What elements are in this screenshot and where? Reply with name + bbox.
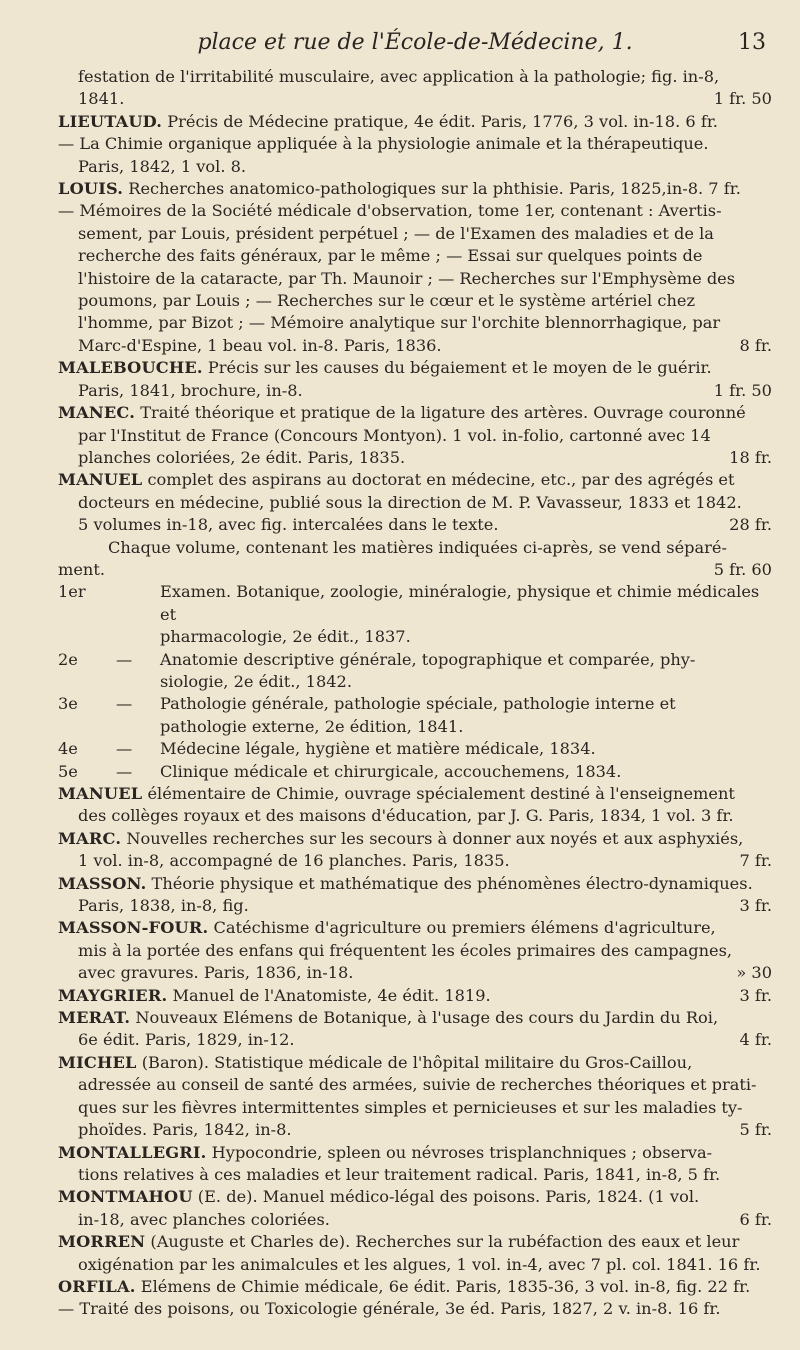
entry-text: Marc-d'Espine, 1 beau vol. in-8. Paris, 1836.: [78, 335, 442, 355]
entry-text: Recherches anatomico-pathologiques sur la phthisie. Paris, 1825,in-8. 7 fr.: [123, 179, 741, 199]
entry-text: sement, par Louis, président perpétuel ; — de l'Examen des maladies et de la: [78, 223, 714, 243]
entry-text: festation de l'irritabilité musculaire, avec application à la pathologie; fig. in-8,: [78, 67, 720, 86]
entry-text: Manuel de l'Anatomiste, 4e édit. 1819.: [167, 985, 491, 1005]
text-line: [58, 1119, 772, 1141]
text-line: [58, 268, 772, 290]
entry-text: (Baron). Statistique médicale de l'hôpital militaire du Gros-Caillou,: [136, 1052, 693, 1072]
text-line: [58, 402, 772, 424]
entry-text: — Traité des poisons, ou Toxicologie générale, 3e éd. Paris, 1827, 2 v. in-8. 16 fr.: [58, 1299, 721, 1319]
author-name: MANUEL: [58, 784, 143, 803]
entry-text: adressée au conseil de santé des armées, suivie de recherches théoriques et prati-: [78, 1075, 757, 1095]
volume-dash: —: [116, 694, 133, 714]
author-name: MASSON-FOUR.: [58, 918, 209, 938]
author-name: MICHEL: [58, 1052, 137, 1072]
entry-text: poumons, par Louis ; — Recherches sur le cœur et le système artériel chez: [78, 291, 695, 311]
text-line: [58, 559, 772, 581]
text-line: [58, 1231, 772, 1253]
price: 4 fr.: [739, 1030, 772, 1050]
entry-text: — Mémoires de la Société médicale d'observation, tome 1er, contenant : Avertis-: [58, 201, 722, 221]
entry-text: tions relatives à ces maladies et leur traitement radical. Paris, 1841, in-8, 5 fr.: [78, 1164, 721, 1184]
text-line: [58, 380, 772, 402]
entry-text: 1 vol. in-8, accompagné de 16 planches. Paris, 1835.: [78, 851, 510, 871]
volume-title: Clinique médicale et chirurgicale, accouchemens, 1834.: [160, 761, 622, 781]
text-line: [58, 850, 772, 872]
text-line: [58, 492, 772, 514]
entry-text: in-18, avec planches coloriées.: [78, 1209, 330, 1229]
text-line: [58, 1097, 772, 1119]
entry-text: avec gravures. Paris, 1836, in-18.: [78, 963, 354, 983]
text-line: [58, 828, 772, 850]
catalog-entries-bottom: [58, 783, 772, 1321]
volume-number: 5e: [58, 761, 78, 781]
text-line: [58, 66, 772, 88]
entry-text: (Auguste et Charles de). Recherches sur la rubéfaction des eaux et leur: [145, 1232, 740, 1252]
entry-text: 1841.: [78, 89, 125, 109]
volume-continuation: siologie, 2e édit., 1842.: [160, 671, 352, 691]
entry-text: (E. de). Manuel médico-légal des poisons. Paris, 1824. (1 vol.: [192, 1187, 700, 1207]
text-line: [58, 1074, 772, 1096]
entry-text: Nouveaux Elémens de Botanique, à l'usage des cours du Jardin du Roi,: [130, 1008, 719, 1028]
entry-text: Catéchisme d'agriculture ou premiers élémens d'agriculture,: [208, 918, 716, 938]
entry-text: complet des aspirans au doctorat en médecine, etc., par des agrégés et: [142, 470, 735, 490]
text-line: [58, 133, 772, 155]
volume-item: [58, 693, 772, 715]
text-line: [58, 1007, 772, 1029]
author-name: MALEBOUCHE.: [58, 358, 203, 378]
entry-text: Précis de Médecine pratique, 4e édit. Paris, 1776, 3 vol. in-18. 6 fr.: [162, 111, 718, 131]
text-line: [58, 1209, 772, 1231]
text-line: [58, 537, 772, 559]
volume-item: [58, 581, 772, 626]
text-line: [58, 873, 772, 895]
entry-text: l'homme, par Bizot ; — Mémoire analytique sur l'orchite blennorrhagique, par: [78, 313, 721, 333]
entry-text: ment.: [58, 559, 106, 579]
text-line: [58, 357, 772, 379]
text-line: [58, 200, 772, 222]
text-line: [58, 156, 772, 178]
text-line: [58, 1029, 772, 1051]
volume-number: 3e: [58, 694, 78, 714]
author-name: MASSON.: [58, 873, 147, 893]
volume-number: 4e: [58, 739, 78, 759]
author-name: MONTALLEGRI.: [58, 1142, 207, 1162]
volume-continuation: pathologie externe, 2e édition, 1841.: [160, 716, 464, 736]
author-name: MANEC.: [58, 403, 136, 423]
text-line: [58, 1298, 772, 1320]
text-line: [58, 1142, 772, 1164]
author-name: MAYGRIER.: [58, 985, 168, 1005]
entry-text: élémentaire de Chimie, ouvrage spécialement destiné à l'enseignement: [142, 784, 735, 803]
entry-text: Hypocondrie, spleen ou névroses trisplanchniques ; observa-: [206, 1142, 713, 1162]
text-line: [58, 178, 772, 200]
volume-dash: —: [116, 761, 133, 781]
price: 7 fr.: [739, 851, 772, 871]
text-line: [58, 805, 772, 827]
price: 28 fr.: [729, 515, 772, 535]
entry-text: mis à la portée des enfans qui fréquentent les écoles primaires des campagnes,: [78, 940, 733, 960]
text-line: [58, 88, 772, 110]
volume-continuation: pharmacologie, 2e édit., 1837.: [160, 627, 411, 647]
volume-dash: [116, 581, 160, 626]
text-line: [58, 1276, 772, 1298]
volume-title: Examen. Botanique, zoologie, minéralogie, physique et chimie médicales et: [160, 582, 760, 624]
text-line: [58, 895, 772, 917]
text-line: [58, 1164, 772, 1186]
text-line: [58, 447, 772, 469]
entry-text: Chaque volume, contenant les matières indiquées ci-après, se vend séparé-: [108, 537, 727, 557]
entry-text: — La Chimie organique appliquée à la physiologie animale et la thérapeutique.: [58, 134, 709, 154]
text-line: [58, 1186, 772, 1208]
text-line: [58, 962, 772, 984]
volume-title: Anatomie descriptive générale, topographique et comparée, phy-: [160, 649, 696, 669]
entry-text: recherche des faits généraux, par le même ; — Essai sur quelques points de: [78, 246, 703, 266]
price: 1 fr. 50: [713, 89, 772, 109]
price: 5 fr. 60: [713, 559, 772, 579]
volume-dash: —: [116, 649, 133, 669]
entry-text: 5 volumes in-18, avec fig. intercalées dans le texte.: [78, 515, 499, 535]
price: 5 fr.: [739, 1120, 772, 1140]
entry-text: Théorie physique et mathématique des phénomènes électro-dynamiques.: [146, 873, 753, 893]
author-name: ORFILA.: [58, 1276, 136, 1296]
text-line: [58, 425, 772, 447]
price: 3 fr.: [739, 985, 772, 1005]
text-line: [58, 917, 772, 939]
entry-text: oxigénation par les animalcules et les algues, 1 vol. in-4, avec 7 pl. col. 1841. 16 fr.: [78, 1254, 761, 1274]
author-name: MANUEL: [58, 470, 143, 490]
entry-text: ques sur les fièvres intermittentes simples et pernicieuses et sur les maladies ty-: [78, 1097, 743, 1117]
text-line: [58, 783, 772, 805]
entry-text: des collèges royaux et des maisons d'éducation, par J. G. Paris, 1834, 1 vol. 3 fr.: [78, 806, 734, 826]
volume-title: Pathologie générale, pathologie spéciale, pathologie interne et: [160, 694, 676, 714]
entry-text: Paris, 1842, 1 vol. 8.: [78, 156, 247, 176]
price: 8 fr.: [739, 335, 772, 355]
price: 18 fr.: [729, 447, 772, 467]
entry-text: Paris, 1838, in-8, fig.: [78, 896, 249, 916]
volume-title: Médecine légale, hygiène et matière médicale, 1834.: [160, 739, 596, 759]
text-line: [58, 469, 772, 491]
text-line: [58, 223, 772, 245]
text-line: [58, 335, 772, 357]
volume-number: 1er: [58, 582, 86, 602]
volume-dash: —: [116, 739, 133, 759]
running-header: [58, 30, 772, 66]
running-title: place et rue de l'École-de-Médecine, 1.: [197, 30, 633, 55]
volume-item: [58, 649, 772, 671]
entry-text: docteurs en médecine, publié sous la direction de M. P. Vavasseur, 1833 et 1842.: [78, 492, 742, 512]
author-name: LOUIS.: [58, 179, 124, 199]
entry-text: phoïdes. Paris, 1842, in-8.: [78, 1120, 292, 1140]
text-line: [58, 514, 772, 536]
text-line: [58, 111, 772, 133]
text-line: [58, 985, 772, 1007]
volume-item: [58, 738, 772, 760]
text-line: [58, 1254, 772, 1276]
text-line: [58, 1052, 772, 1074]
entry-text: Traité théorique et pratique de la ligature des artères. Ouvrage couronné: [135, 403, 746, 423]
entry-text: Elémens de Chimie médicale, 6e édit. Paris, 1835-36, 3 vol. in-8, fig. 22 fr.: [135, 1276, 751, 1296]
author-name: MONTMAHOU: [58, 1187, 193, 1207]
price: 3 fr.: [739, 896, 772, 916]
text-line: [58, 245, 772, 267]
entry-text: l'histoire de la cataracte, par Th. Maunoir ; — Recherches sur l'Emphysème des: [78, 268, 736, 288]
author-name: MERAT.: [58, 1008, 131, 1028]
volume-item: [58, 761, 772, 783]
volume-number: 2e: [58, 649, 78, 669]
catalog-entries-top: [58, 66, 772, 581]
entry-text: Précis sur les causes du bégaiement et le moyen de le guérir.: [202, 358, 712, 378]
text-line: [58, 312, 772, 334]
entry-text: Nouvelles recherches sur les secours à donner aux noyés et aux asphyxiés,: [121, 828, 744, 848]
price: » 30: [736, 963, 772, 983]
price: 1 fr. 50: [713, 380, 772, 400]
page-number: 13: [738, 30, 766, 55]
entry-text: par l'Institut de France (Concours Montyon). 1 vol. in-folio, cartonné avec 14: [78, 425, 711, 445]
entry-text: planches coloriées, 2e édit. Paris, 1835.: [78, 447, 406, 467]
author-name: MORREN: [58, 1232, 146, 1252]
price: 6 fr.: [739, 1209, 772, 1229]
volume-list: [58, 581, 772, 783]
entry-text: Paris, 1841, brochure, in-8.: [78, 380, 303, 400]
author-name: LIEUTAUD.: [58, 111, 163, 131]
author-name: MARC.: [58, 828, 122, 848]
entry-text: 6e édit. Paris, 1829, in-12.: [78, 1030, 295, 1050]
text-line: [58, 290, 772, 312]
text-line: [58, 940, 772, 962]
